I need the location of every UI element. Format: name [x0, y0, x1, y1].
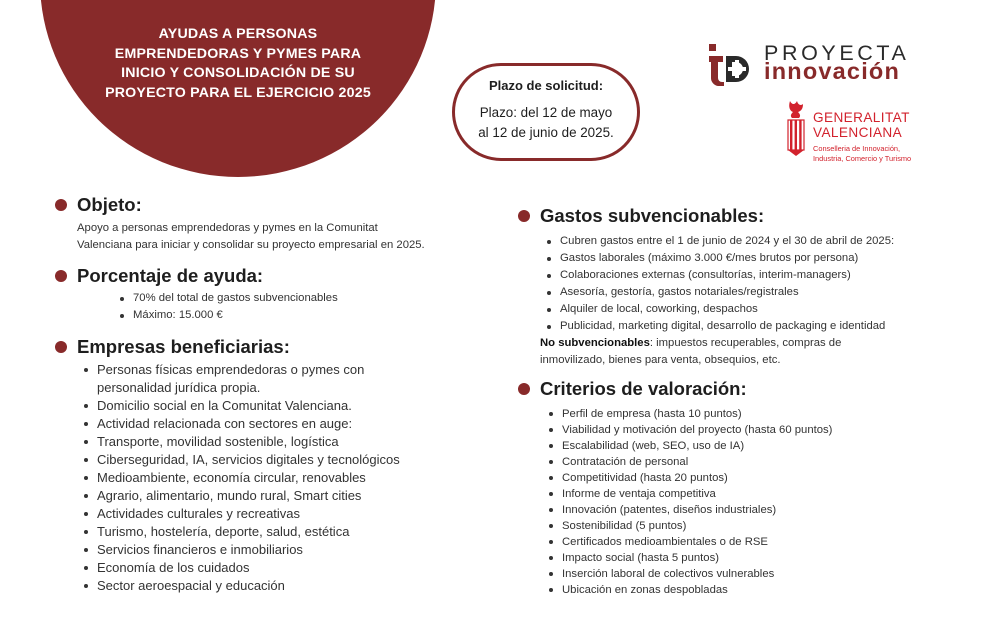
section-criterios	[518, 378, 958, 598]
list-item-continuation: personalidad jurídica propia.	[97, 380, 261, 395]
bullet-dot-icon	[55, 270, 67, 282]
list-item: Domicilio social en la Comunitat Valenciana.	[77, 397, 495, 415]
text-line: Valenciana para iniciar y consolidar su proyecto empresarial en 2025.	[77, 239, 425, 251]
list-item: Innovación (patentes, diseños industriales)	[542, 502, 958, 518]
list-item: Personas físicas emprendedoras o pymes con	[77, 361, 495, 379]
deadline-box	[452, 63, 640, 161]
note-text: : impuestos recuperables, compras de	[649, 337, 842, 349]
list-item: Servicios financieros e inmobiliarios	[77, 541, 495, 559]
bullet-dot-icon	[518, 383, 530, 395]
bullet-dot-icon	[55, 199, 67, 211]
section-empresas	[55, 336, 495, 595]
generalitat-emblem-icon	[782, 99, 810, 157]
porcentaje-list	[113, 290, 485, 324]
list-item: Perfil de empresa (hasta 10 puntos)	[542, 406, 958, 422]
deadline-title: Plazo de solicitud:	[488, 78, 604, 93]
no-subvencionables-note	[540, 335, 958, 369]
list-item: Inserción laboral de colectivos vulnerables	[542, 566, 958, 582]
list-item: Informe de ventaja competitiva	[542, 486, 958, 502]
list-item: Escalabilidad (web, SEO, uso de IA)	[542, 438, 958, 454]
title-line: PROYECTO PARA EL EJERCICIO 2025	[105, 84, 371, 101]
list-item: Economía de los cuidados	[77, 559, 495, 577]
section-header	[55, 336, 495, 358]
section-objeto	[55, 194, 485, 254]
list-item: Turismo, hostelería, deporte, salud, estética	[77, 523, 495, 541]
page-title	[70, 25, 406, 103]
list-item: Viabilidad y motivación del proyecto (hasta 60 puntos)	[542, 422, 958, 438]
deadline-line: Plazo: del 12 de mayo	[479, 105, 613, 120]
title-line: INICIO Y CONSOLIDACIÓN DE SU	[121, 65, 355, 81]
conselleria-name	[813, 144, 911, 163]
list-item: Transporte, movilidad sostenible, logística	[77, 433, 495, 451]
section-header	[518, 378, 958, 400]
innovacion-word: innovación	[764, 58, 901, 84]
list-item: 70% del total de gastos subvencionables	[113, 290, 485, 307]
list-item: Agrario, alimentario, mundo rural, Smart cities	[77, 487, 495, 505]
bullet-dot-icon	[55, 341, 67, 353]
gv-sub-line: Industria, Comercio y Turismo	[813, 153, 912, 163]
list-item: Actividad relacionada con sectores en auge:	[77, 415, 495, 433]
note-line	[540, 335, 958, 352]
gv-line: GENERALITAT	[813, 110, 910, 125]
list-item: Cubren gastos entre el 1 de junio de 2024 y el 30 de abril de 2025:	[540, 233, 958, 250]
list-item: Contratación de personal	[542, 454, 958, 470]
section-title: Porcentaje de ayuda:	[77, 265, 264, 286]
objeto-text	[77, 220, 485, 254]
list-item: Sector aeroespacial y educación	[77, 577, 495, 595]
section-title: Criterios de valoración:	[540, 378, 747, 399]
deadline-line: al 12 de junio de 2025.	[478, 125, 614, 140]
section-title: Objeto:	[77, 194, 142, 215]
list-item: Asesoría, gestoría, gastos notariales/registrales	[540, 284, 958, 301]
note-label: No subvencionables	[540, 337, 650, 349]
list-item: Impacto social (hasta 5 puntos)	[542, 550, 958, 566]
section-gastos	[518, 205, 958, 369]
deadline-text	[466, 103, 626, 143]
bullet-dot-icon	[518, 210, 530, 222]
list-item: Medioambiente, economía circular, renovables	[77, 469, 495, 487]
list-item: Ubicación en zonas despobladas	[542, 582, 958, 598]
list-item: Colaboraciones externas (consultorías, interim-managers)	[540, 267, 958, 284]
section-porcentaje	[55, 265, 485, 324]
proyecta-innovacion-logo	[708, 40, 938, 88]
empresas-list	[77, 361, 495, 595]
gv-sub-line: Conselleria de Innovación,	[813, 144, 901, 153]
list-item: Gastos laborales (máximo 3.000 €/mes brutos por persona)	[540, 250, 958, 267]
section-header	[55, 194, 485, 216]
gv-line: VALENCIANA	[813, 125, 903, 140]
list-item: Sostenibilidad (5 puntos)	[542, 518, 958, 534]
gastos-list	[540, 233, 958, 335]
section-title: Empresas beneficiarias:	[77, 336, 290, 357]
title-line: EMPRENDEDORAS Y PYMES PARA	[114, 45, 362, 62]
generalitat-name	[813, 110, 910, 140]
proyecta-word: PROYECTA	[764, 41, 910, 65]
list-item: Competitividad (hasta 20 puntos)	[542, 470, 958, 486]
note-line: inmovilizado, bienes para venta, obsequios, etc.	[540, 354, 781, 366]
list-item: Ciberseguridad, IA, servicios digitales y tecnológicos	[77, 451, 495, 469]
section-header	[55, 265, 485, 287]
list-item: Alquiler de local, coworking, despachos	[540, 301, 958, 318]
list-item: Máximo: 15.000 €	[113, 307, 485, 324]
text-line: Apoyo a personas emprendedoras y pymes en la Comunitat	[77, 222, 378, 234]
section-header	[518, 205, 958, 227]
criterios-list	[542, 406, 958, 598]
list-item: Publicidad, marketing digital, desarrollo de packaging e identidad	[540, 318, 958, 335]
list-item: Actividades culturales y recreativas	[77, 505, 495, 523]
generalitat-valenciana-logo	[782, 99, 942, 169]
proyecta-logo-icon	[708, 42, 756, 86]
section-title: Gastos subvencionables:	[540, 205, 765, 226]
list-item: Certificados medioambientales o de RSE	[542, 534, 958, 550]
title-line: AYUDAS A PERSONAS	[158, 26, 318, 42]
